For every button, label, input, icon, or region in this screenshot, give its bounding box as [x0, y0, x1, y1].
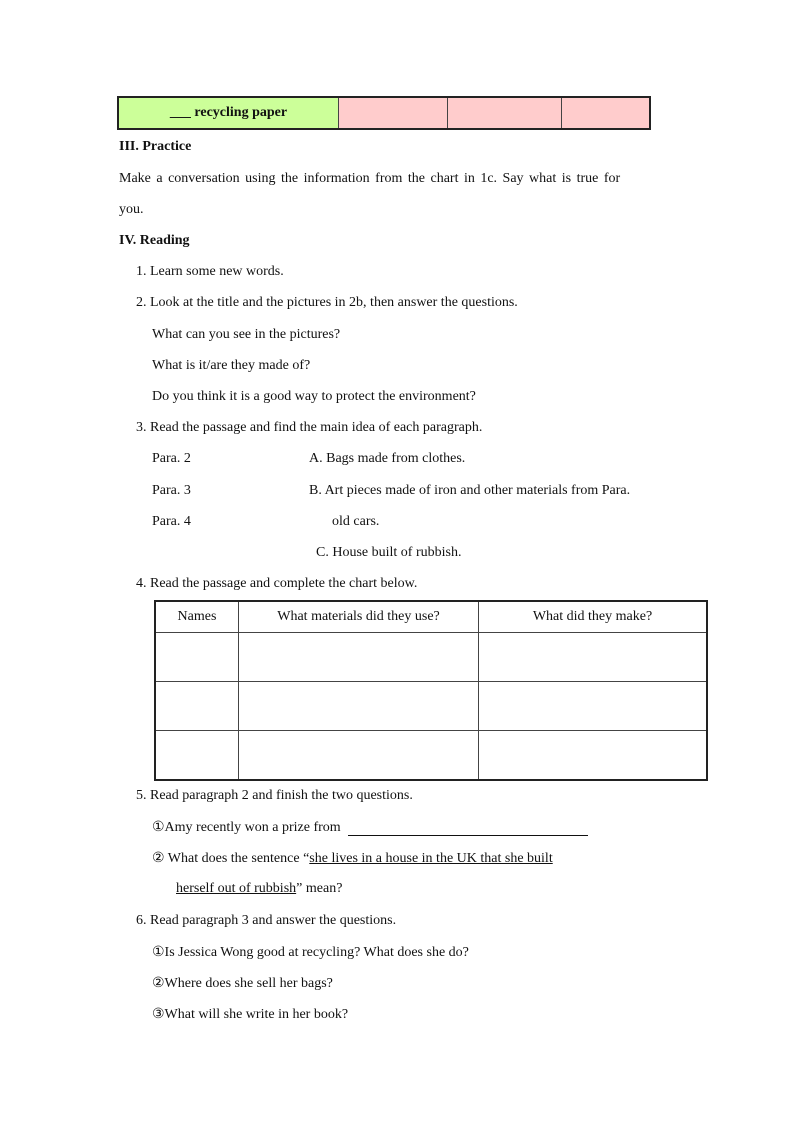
chart-cell[interactable] [479, 731, 708, 781]
question-5-b-prefix: ② What does the sentence “ [152, 851, 310, 866]
option-b-continued: old cars. [332, 514, 380, 529]
chart-cell[interactable] [239, 731, 479, 781]
answer-cell-2[interactable] [448, 98, 562, 128]
question-6-sub-1: ①Is Jessica Wong good at recycling? What does she do? [152, 945, 469, 960]
question-5-b-cont [176, 881, 342, 897]
chart-header-row [155, 601, 707, 633]
table-row [155, 731, 707, 781]
option-a: A. Bags made from clothes. [309, 451, 466, 466]
quoted-sentence-part1: she lives in a house in the UK that she built [309, 851, 553, 866]
chart-cell[interactable] [155, 731, 239, 781]
question-5-b [152, 850, 553, 867]
recycling-paper-label: ___ recycling paper [119, 98, 339, 128]
chart-header-materials: What materials did they use? [239, 601, 479, 633]
option-b: B. Art pieces made of iron and other materials from Para. [309, 483, 631, 498]
question-4: 4. Read the passage and complete the chart below. [136, 576, 418, 591]
question-6-sub-3: ③What will she write in her book? [152, 1007, 349, 1022]
question-2-sub-1: What can you see in the pictures? [152, 327, 341, 342]
quoted-sentence-part2: herself out of rubbish [176, 881, 297, 896]
question-1: 1. Learn some new words. [136, 264, 284, 279]
practice-instruction-line1: Make a conversation using the information from the chart in 1c. Say what is true for [119, 171, 621, 186]
reading-heading: IV. Reading [119, 233, 190, 248]
practice-heading: III. Practice [119, 139, 192, 154]
practice-instruction-line2: you. [119, 202, 144, 217]
chart-cell[interactable] [479, 633, 708, 682]
question-5: 5. Read paragraph 2 and finish the two questions. [136, 788, 413, 803]
question-5-a-text: ①Amy recently won a prize from [152, 820, 341, 835]
chart-header-made: What did they make? [479, 601, 708, 633]
reading-chart [154, 600, 708, 781]
question-5-b-suffix: ” mean? [296, 881, 343, 896]
chart-cell[interactable] [239, 633, 479, 682]
question-2-sub-3: Do you think it is a good way to protect the environment? [152, 389, 476, 404]
question-6-sub-2: ②Where does she sell her bags? [152, 976, 333, 991]
table-row [155, 633, 707, 682]
answer-cell-1[interactable] [339, 98, 448, 128]
para-3-label: Para. 3 [152, 483, 191, 498]
chart-cell[interactable] [155, 682, 239, 731]
para-2-label: Para. 2 [152, 451, 191, 466]
answer-blank[interactable] [348, 821, 588, 836]
question-2-sub-2: What is it/are they made of? [152, 358, 311, 373]
question-5-a [152, 819, 588, 836]
question-2: 2. Look at the title and the pictures in 2b, then answer the questions. [136, 295, 518, 310]
answer-cell-3[interactable] [562, 98, 649, 128]
question-6: 6. Read paragraph 3 and answer the questions. [136, 913, 397, 928]
recycling-table [117, 96, 651, 130]
para-4-label: Para. 4 [152, 514, 191, 529]
question-3: 3. Read the passage and find the main idea of each paragraph. [136, 420, 483, 435]
table-row [155, 682, 707, 731]
chart-cell[interactable] [155, 633, 239, 682]
chart-cell[interactable] [479, 682, 708, 731]
chart-cell[interactable] [239, 682, 479, 731]
chart-header-names: Names [155, 601, 239, 633]
option-c: C. House built of rubbish. [316, 545, 462, 560]
